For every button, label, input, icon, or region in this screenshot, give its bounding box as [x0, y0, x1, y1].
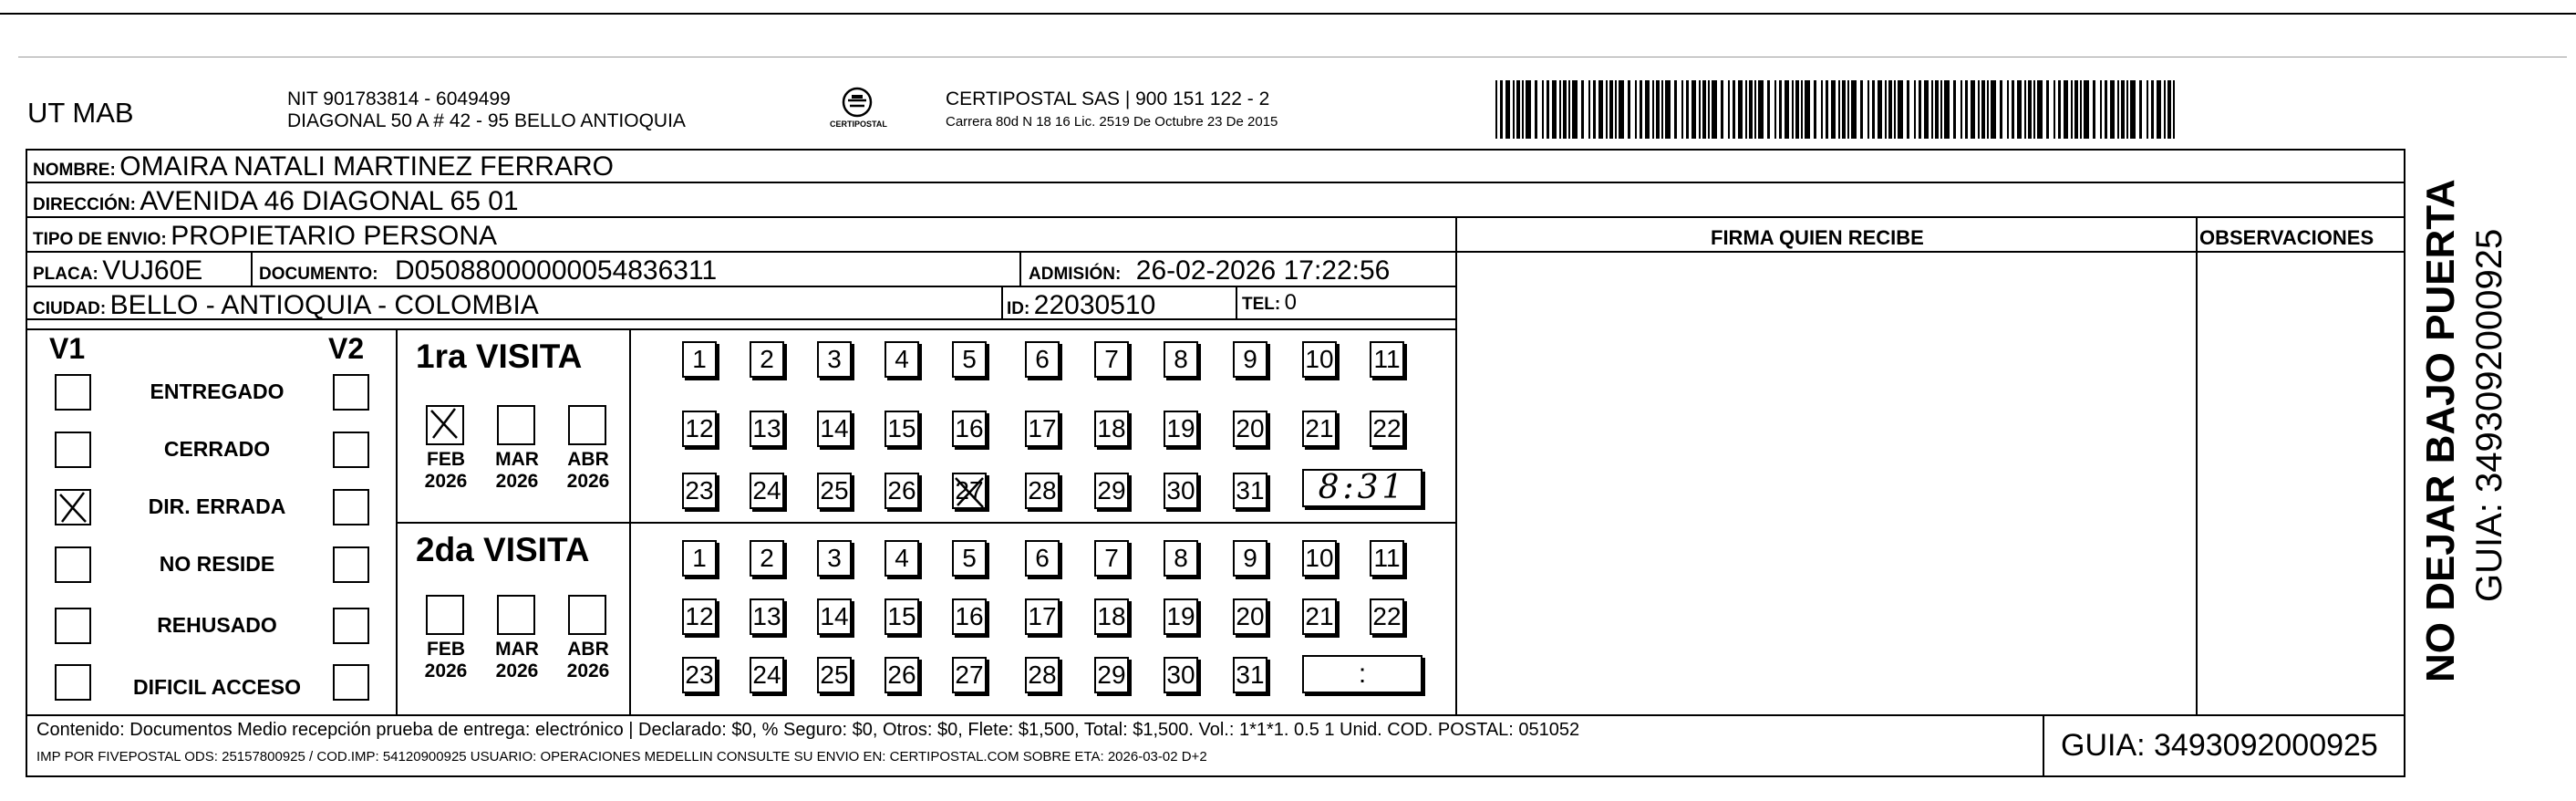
first-visit-month-mar-checkbox[interactable]: [497, 405, 535, 445]
first-visit-month-caption: [559, 449, 617, 493]
second-visit-day-22[interactable]: 22: [1370, 598, 1404, 635]
first-visit-day-31[interactable]: 31: [1233, 473, 1267, 509]
recipient-address: AVENIDA 46 DIAGONAL 65 01: [140, 186, 519, 216]
first-visit-day-1[interactable]: 1: [682, 341, 717, 378]
footer-guia: GUIA: 3493092000925: [2061, 728, 2378, 763]
first-visit-day-26[interactable]: 26: [885, 473, 919, 509]
first-visit-day-15[interactable]: 15: [885, 411, 919, 447]
recipient-address-row: [33, 188, 519, 215]
v1-checkbox-dir-errada[interactable]: [55, 489, 91, 525]
first-visit-day-27[interactable]: 27: [952, 473, 987, 509]
first-visit-month-caption: [488, 449, 546, 493]
first-visit-day-18[interactable]: 18: [1094, 411, 1129, 447]
second-visit-day-26[interactable]: 26: [885, 657, 919, 693]
recipient-name-row: [33, 153, 614, 181]
first-visit-month-abr-label: ABR: [567, 449, 609, 470]
documento-label: DOCUMENTO:: [259, 265, 378, 284]
second-visit-time: :: [1358, 659, 1367, 689]
first-visit-month-caption: [417, 449, 475, 493]
first-visit-day-4[interactable]: 4: [885, 341, 919, 378]
v1-checkbox-cerrado[interactable]: [55, 432, 91, 468]
v2-checkbox-dificil-acceso[interactable]: [333, 664, 369, 701]
first-visit-month-abr-checkbox[interactable]: [568, 405, 606, 445]
first-visit-day-9[interactable]: 9: [1233, 341, 1267, 378]
first-visit-year-label: 2026: [495, 471, 539, 493]
v2-checkbox-cerrado[interactable]: [333, 432, 369, 468]
first-visit-day-6[interactable]: 6: [1025, 341, 1060, 378]
firma-label: FIRMA QUIEN RECIBE: [1711, 226, 1924, 249]
second-visit-day-4[interactable]: 4: [885, 540, 919, 577]
v1-checkbox-entregado[interactable]: [55, 374, 91, 411]
side-guia: GUIA: 3493092000925: [2469, 228, 2509, 602]
second-visit-day-11[interactable]: 11: [1370, 540, 1404, 577]
v2-checkbox-entregado[interactable]: [333, 374, 369, 411]
v1-checkbox-no-reside[interactable]: [55, 546, 91, 583]
first-visit-day-7[interactable]: 7: [1094, 341, 1129, 378]
first-visit-day-19[interactable]: 19: [1164, 411, 1198, 447]
second-visit-month-caption: [417, 639, 475, 682]
first-visit-day-13[interactable]: 13: [750, 411, 784, 447]
top-border: [0, 13, 2576, 15]
first-visit-day-2[interactable]: 2: [750, 341, 784, 378]
ciudad-label: CIUDAD:: [33, 299, 107, 318]
second-visit-month-caption: [488, 639, 546, 682]
second-visit-day-12[interactable]: 12: [682, 598, 717, 635]
first-visit-day-11[interactable]: 11: [1370, 341, 1404, 378]
second-visit-month-mar-label: MAR: [495, 639, 539, 660]
first-visit-month-mar-label: MAR: [495, 449, 539, 470]
sender-name: UT MAB: [27, 97, 134, 129]
tel-value: 0: [1284, 290, 1298, 315]
second-visit-day-29[interactable]: 29: [1094, 657, 1129, 693]
second-visit-day-27[interactable]: 27: [952, 657, 987, 693]
footer-content-line: Contenido: Documentos Medio recepción prueba de entrega: electrónico | Declarado: $0, % Seguro: $0, Otros: $0, Flete: $1,500, Total: $1,500. Vol.: 1*1*1. 0.5 1 Unid. COD. POSTAL: 051052: [36, 720, 1580, 740]
first-visit-day-14[interactable]: 14: [817, 411, 852, 447]
ciudad-row: [33, 292, 539, 319]
second-visit-day-13[interactable]: 13: [750, 598, 784, 635]
first-visit-month-feb-label: FEB: [427, 449, 465, 470]
second-visit-day-25[interactable]: 25: [817, 657, 852, 693]
tel-row: [1242, 292, 1297, 314]
first-visit-day-12[interactable]: 12: [682, 411, 717, 447]
first-visit-year-label: 2026: [424, 471, 468, 493]
observaciones-label: OBSERVACIONES: [2199, 226, 2374, 249]
direccion-label: DIRECCIÓN:: [33, 195, 136, 214]
second-visit-day-31[interactable]: 31: [1233, 657, 1267, 693]
second-visit-day-5[interactable]: 5: [952, 540, 987, 577]
second-visit-day-16[interactable]: 16: [952, 598, 987, 635]
v1-checkbox-dificil-acceso[interactable]: [55, 664, 91, 701]
status-label-rehusado: REHUSADO: [157, 613, 277, 637]
second-visit-day-17[interactable]: 17: [1025, 598, 1060, 635]
second-visit-day-7[interactable]: 7: [1094, 540, 1129, 577]
second-visit-day-2[interactable]: 2: [750, 540, 784, 577]
second-visit-day-3[interactable]: 3: [817, 540, 852, 577]
second-visit-month-caption: [559, 639, 617, 682]
placa-row: [33, 257, 202, 285]
second-visit-day-10[interactable]: 10: [1302, 540, 1337, 577]
id-row: [1007, 292, 1155, 319]
first-visit-day-8[interactable]: 8: [1164, 341, 1198, 378]
second-visit-day-20[interactable]: 20: [1233, 598, 1267, 635]
status-label-no-reside: NO RESIDE: [159, 552, 275, 576]
second-visit-time-box[interactable]: [1302, 655, 1422, 693]
first-visit-day-17[interactable]: 17: [1025, 411, 1060, 447]
placa-value: VUJ60E: [102, 255, 203, 286]
barcode: [1495, 80, 2175, 139]
id-value: 22030510: [1033, 290, 1156, 320]
v2-label: V2: [328, 332, 365, 365]
first-visit-day-10[interactable]: 10: [1302, 341, 1337, 378]
second-visit-day-1[interactable]: 1: [682, 540, 717, 577]
sender-address: DIAGONAL 50 A # 42 - 95 BELLO ANTIOQUIA: [287, 110, 686, 131]
status-label-dir-errada: DIR. ERRADA: [148, 494, 286, 518]
first-visit-day-3[interactable]: 3: [817, 341, 852, 378]
second-visit-day-6[interactable]: 6: [1025, 540, 1060, 577]
documento-row: [259, 257, 717, 285]
documento-value: D05088000000054836311: [395, 255, 718, 286]
id-label: ID:: [1007, 299, 1030, 318]
v1-checkbox-rehusado[interactable]: [55, 608, 91, 644]
second-visit-month-feb-label: FEB: [427, 639, 465, 660]
second-visit-month-abr-checkbox[interactable]: [568, 595, 606, 635]
second-visit-day-23[interactable]: 23: [682, 657, 717, 693]
second-visit-day-15[interactable]: 15: [885, 598, 919, 635]
second-visit-day-21[interactable]: 21: [1302, 598, 1337, 635]
second-visit-day-9[interactable]: 9: [1233, 540, 1267, 577]
status-label-cerrado: CERRADO: [163, 437, 271, 461]
first-visit-year-label: 2026: [566, 471, 610, 493]
first-visit-day-29[interactable]: 29: [1094, 473, 1129, 509]
second-visit-year-label: 2026: [566, 661, 610, 682]
placa-label: PLACA:: [33, 265, 98, 284]
admision-label: ADMISIÓN:: [1029, 265, 1122, 284]
first-visit-day-20[interactable]: 20: [1233, 411, 1267, 447]
status-label-entregado: ENTREGADO: [150, 380, 284, 403]
first-visit-time-box[interactable]: [1302, 469, 1422, 507]
footer-print-line: IMP POR FIVEPOSTAL ODS: 25157800925 / COD.IMP: 54120900925 USUARIO: OPERACIONES MEDELLIN CONSULTE SU ENVIO EN: CERTIPOSTAL.COM SOBRE ETA: 2026-03-02 D+2: [36, 749, 1207, 765]
ciudad-value: BELLO - ANTIOQUIA - COLOMBIA: [109, 290, 539, 320]
first-visit-day-16[interactable]: 16: [952, 411, 987, 447]
admision-value: 26-02-2026 17:22:56: [1135, 255, 1391, 286]
second-visit-day-8[interactable]: 8: [1164, 540, 1198, 577]
status-label-dificil-acceso: DIFICIL ACCESO: [132, 675, 301, 699]
first-visit-day-24[interactable]: 24: [750, 473, 784, 509]
tel-label: TEL:: [1242, 295, 1281, 314]
certipostal-logo: CERTIPOSTAL: [821, 84, 894, 139]
v2-checkbox-no-reside[interactable]: [333, 546, 369, 583]
first-visit-day-25[interactable]: 25: [817, 473, 852, 509]
second-visit-day-24[interactable]: 24: [750, 657, 784, 693]
v1-label: V1: [49, 332, 86, 365]
v2-checkbox-dir-errada[interactable]: [333, 489, 369, 525]
tipo-label: TIPO DE ENVIO:: [33, 230, 167, 249]
shipment-type-row: [33, 223, 497, 250]
second-visit-day-19[interactable]: 19: [1164, 598, 1198, 635]
second-visit-day-30[interactable]: 30: [1164, 657, 1198, 693]
second-visit-year-label: 2026: [424, 661, 468, 682]
second-visit-month-mar-checkbox[interactable]: [497, 595, 535, 635]
nombre-label: NOMBRE:: [33, 161, 116, 180]
no-dejar-warning: NO DEJAR BAJO PUERTA: [2418, 179, 2463, 682]
first-visit-day-21[interactable]: 21: [1302, 411, 1337, 447]
company-address: Carrera 80d N 18 16 Lic. 2519 De Octubre 23 De 2015: [946, 114, 1278, 130]
sender-nit: NIT 901783814 - 6049499: [287, 88, 511, 109]
second-visit-day-14[interactable]: 14: [817, 598, 852, 635]
first-visit-day-5[interactable]: 5: [952, 341, 987, 378]
recipient-name: OMAIRA NATALI MARTINEZ FERRARO: [119, 151, 614, 182]
first-visit-day-30[interactable]: 30: [1164, 473, 1198, 509]
first-visit-time: 8:31: [1318, 469, 1407, 506]
second-visit-day-18[interactable]: 18: [1094, 598, 1129, 635]
first-visit-day-23[interactable]: 23: [682, 473, 717, 509]
second-visit-year-label: 2026: [495, 661, 539, 682]
admision-row: [1029, 257, 1390, 285]
first-visit-day-28[interactable]: 28: [1025, 473, 1060, 509]
company-name: CERTIPOSTAL SAS | 900 151 122 - 2: [946, 88, 1270, 109]
first-visit-month-feb-checkbox[interactable]: [426, 405, 464, 445]
v2-checkbox-rehusado[interactable]: [333, 608, 369, 644]
second-visit-title: 2da VISITA: [416, 531, 590, 568]
second-visit-month-feb-checkbox[interactable]: [426, 595, 464, 635]
first-visit-day-22[interactable]: 22: [1370, 411, 1404, 447]
shipment-type: PROPIETARIO PERSONA: [171, 221, 498, 251]
second-visit-day-28[interactable]: 28: [1025, 657, 1060, 693]
first-visit-title: 1ra VISITA: [416, 338, 583, 375]
second-visit-month-abr-label: ABR: [567, 639, 609, 660]
